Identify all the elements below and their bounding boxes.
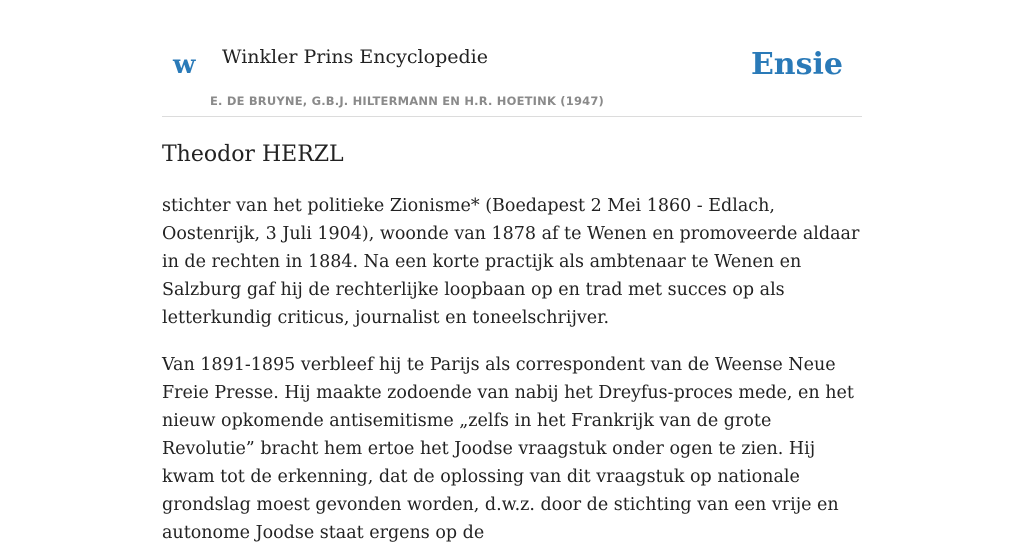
- article-title: Theodor HERZL: [162, 142, 344, 167]
- article-paragraph: stichter van het politieke Zionisme* (Boedapest 2 Mei 1860 - Edlach, Oostenrijk, 3 Juli 1904), woonde van 1878 af te Wenen en promoveerde aldaar in de rechten in 1884. Na een korte practijk als ambtenaar te Wenen en Salzburg gaf hij de rechterlijke loopbaan op en trad met succes op als letterkundig criticus, journalist en toneelschrijver.: [162, 196, 860, 328]
- site-title[interactable]: Winkler Prins Encyclopedie: [222, 46, 488, 68]
- article-paragraph: Van 1891-1895 verbleef hij te Parijs als correspondent van de Weense Neue Freie Presse. Hij maakte zodoende van nabij het Dreyfus-proces mede, en het nieuw opkomende antisemitisme „zelfs in het Frankrijk van de grote Revolutie” bracht hem ertoe het Joodse vraagstuk onder ogen te zien. Hij kwam tot de erkenning, dat de oplossing van dit vraagstuk op nationale grondslag moest gevonden worden, d.w.z. door de stichting van een vrije en autonome Joodse staat ergens op de: [162, 355, 854, 543]
- site-subtitle: E. DE BRUYNE, G.B.J. HILTERMANN EN H.R. HOETINK (1947): [210, 94, 605, 108]
- site-header: [162, 0, 862, 117]
- site-logo-icon[interactable]: w: [173, 50, 196, 80]
- brand-logo[interactable]: Ensie: [750, 47, 843, 82]
- article: [162, 140, 862, 547]
